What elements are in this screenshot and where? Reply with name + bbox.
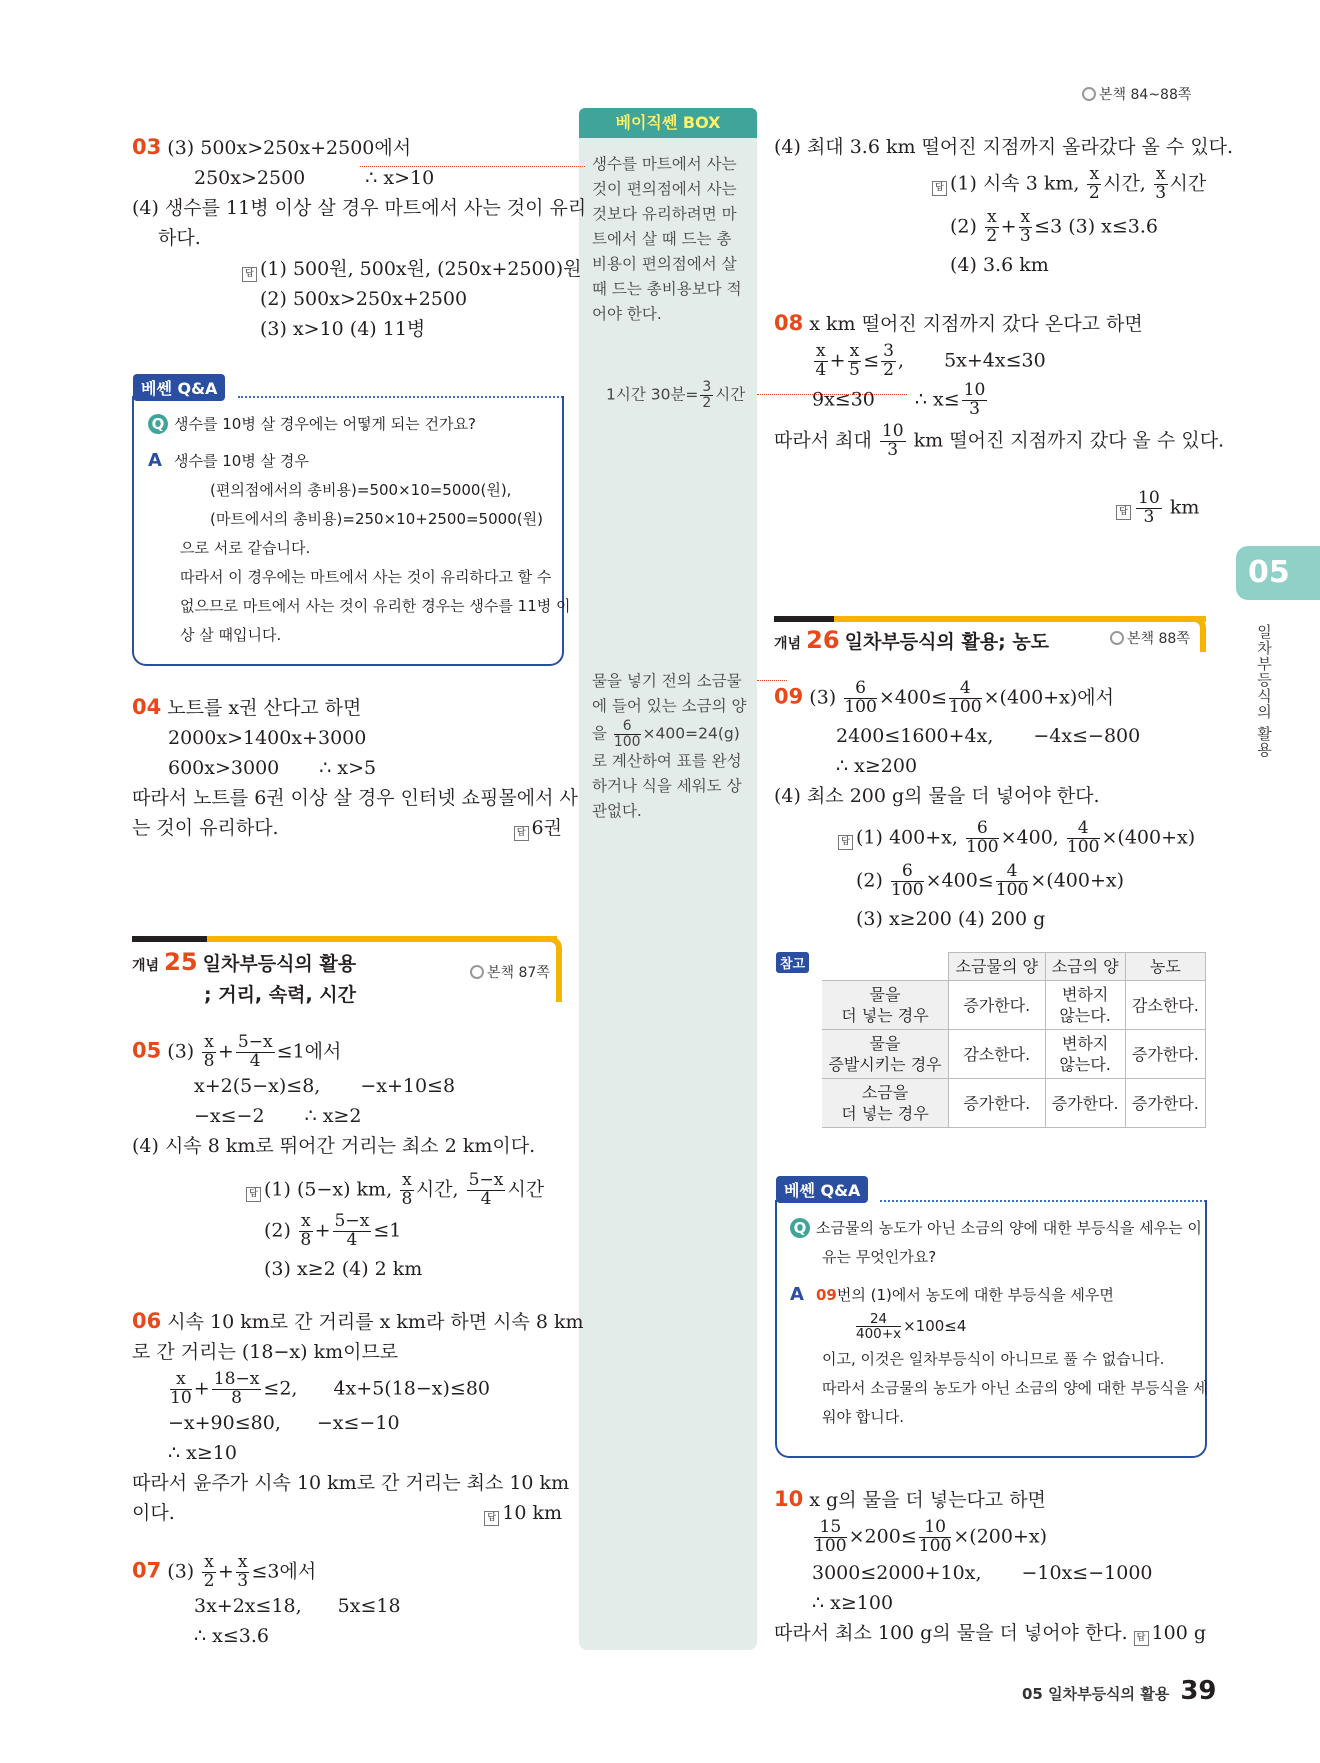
concept-25-corner: [548, 936, 562, 1002]
table-row: 물을 증발시키는 경우 감소한다. 변하지 않는다. 증가한다.: [822, 1030, 1206, 1079]
answer-icon: 답: [1134, 1631, 1149, 1646]
q-icon: Q: [148, 414, 168, 434]
problem-05: 05 (3) $\frac{x}{8}$ + $\frac{5-x}{4}$ ≤1에서 x+2(5−x)≤8, −x+10≤8 −x≤−2 ∴ x≥2 (4) 시속 8 km로 뛰어간 거리는 최소 2 km이다.: [132, 1032, 536, 1157]
problem-07-cont: (4) 최대 3.6 km 떨어진 지점까지 올라갔다 올 수 있다.: [774, 136, 1234, 158]
table-row: 소금을 더 넣는 경우 증가한다. 증가한다. 증가한다.: [822, 1079, 1206, 1128]
chapter-tab: 05: [1236, 546, 1320, 600]
answer-icon: 답: [932, 181, 947, 196]
concept-26-bar: [774, 616, 1206, 622]
qa-label-1: 베쎈 Q&A: [133, 374, 225, 401]
problem-10: 10 x g의 물을 더 넣는다고 하면 $\frac{15}{100}$ ×200≤ $\frac{10}{100}$ ×(200+x) 3000≤2000+10x, −10x≤−1000 ∴ x≥100 따라서 최소 100 g의 물을 더 넣어야 한다. 답 100 g: [774, 1487, 1206, 1644]
qa-question-2: Q 소금물의 농도가 아닌 소금의 양에 대한 부등식을 세우는 이 유는 무엇인가요?: [790, 1214, 1202, 1272]
answer-icon: 답: [246, 1187, 261, 1202]
problem-09: 09 (3) $\frac{6}{100}$ ×400≤ $\frac{4}{100}$ ×(400+x)에서 2400≤1600+4x, −4x≤−800 ∴ x≥200 (4) 최소 200 g의 물을 더 넣어야 한다.: [774, 678, 1141, 807]
problem-03: 03 (3) 500x>250x+2500에서 250x>2500 ∴ x>10 (4) 생수를 11병 이상 살 경우 마트에서 사는 것이 유리 하다.: [132, 135, 587, 249]
answer-icon: 답: [242, 267, 257, 282]
problem-07: 07 (3) $\frac{x}{2}$ + $\frac{x}{3}$ ≤3에서 3x+2x≤18, 5x≤18 ∴ x≤3.6: [132, 1552, 401, 1647]
table-header-row: 소금물의 양 소금의 양 농도: [822, 953, 1206, 981]
table-row: 물을 더 넣는 경우 증가한다. 변하지 않는다. 감소한다.: [822, 981, 1206, 1030]
concept-25-bar: [132, 936, 557, 942]
box-note-1: 생수를 마트에서 사는 것이 편의점에서 사는 것보다 유리하려면 마 트에서 살 때 드는 총 비용이 편의점에서 살 때 드는 총비용보다 적 어야 한다.: [592, 155, 742, 323]
qa-label-2: 베쎈 Q&A: [776, 1176, 868, 1203]
problem-06: 06 시속 10 km로 간 거리를 x km라 하면 시속 8 km 로 간 거리는 (18−x) km이므로 $\frac{x}{10}$ + $\frac{18-x}{8}$ ≤2, 4x+5(18−x)≤80 −x+90≤80, −x≤−10 ∴ x≥10 따라서 윤주가 시속 10 km로 간 거리는 최소 10 km 이다. 답 10 km: [132, 1309, 584, 1524]
reference-icon: [1082, 87, 1096, 101]
basic-box-title: 베이직쎈 BOX: [579, 108, 757, 138]
answer-05: 답 (1) (5−x) km, $\frac{x}{8}$ 시간, $\frac{5-x}{4}$ 시간 (2) $\frac{x}{8}$ + $\frac{5-x}{4}$ ≤1 (3) x≥2 (4) 2 km: [246, 1172, 544, 1284]
answer-icon: 답: [1116, 505, 1131, 520]
concentration-table: [822, 952, 1206, 1128]
problem-08: 08 x km 떨어진 지점까지 갔다 온다고 하면 $\frac{x}{4}$ + $\frac{x}{5}$ ≤ $\frac{3}{2}$ , 5x+4x≤30 9x≤30 ∴ x≤ $\frac{10}{3}$ 따라서 최대 $\frac{10}{3}$ km 떨어진 지점까지 갔다 올 수 있다.: [774, 311, 1225, 460]
qa-answer-2: A 09번의 (1)에서 농도에 대한 부등식을 세우면 $\frac{24}{400+x}$ ×100≤4 이고, 이것은 일차부등식이 아니므로 풀 수 없습니다. 따라서 소금물의 농도가 아닌 소금의 양에 대한 부등식을 세 워야 합니다.: [790, 1280, 1208, 1432]
answer-08: 답 $\frac{10}{3}$ km: [1116, 490, 1199, 527]
a-icon: A: [148, 450, 162, 471]
answer-icon: 답: [514, 826, 529, 841]
chapter-tab-title: 일차부등식의 활용: [1255, 624, 1273, 758]
footer: 05 일차부등식의 활용 39: [1022, 1676, 1217, 1706]
reference-label: 참고: [776, 952, 809, 973]
answer-09: 답 (1) 400+x, $\frac{6}{100}$ ×400, $\frac{4}{100}$ ×(400+x) (2) $\frac{6}{100}$ ×400≤ $\frac{4}{100}$ ×(400+x) (3) x≥200 (4) 200 g: [838, 820, 1195, 934]
concept-26-header: 개념 26 일차부등식의 활용; 농도: [774, 626, 1050, 654]
problem-04: 04 노트를 x권 산다고 하면 2000x>1400x+3000 600x>3000 ∴ x>5 따라서 노트를 6권 이상 살 경우 인터넷 쇼핑몰에서 사 는 것이 유리하다. 답 6권: [132, 695, 578, 839]
answer-03: 답 (1) 500원, 500x원, (250x+2500)원 (2) 500x>250x+2500 (3) x>10 (4) 11병: [242, 254, 582, 344]
concept-25-ref: 본책 87쪽: [470, 962, 550, 982]
reference-icon: [1110, 631, 1124, 645]
concept-26-ref: 본책 88쪽: [1110, 628, 1190, 648]
answer-07: 답 (1) 시속 3 km, $\frac{x}{2}$ 시간, $\frac{x}{3}$ 시간 (2) $\frac{x}{2}$ + $\frac{x}{3}$ ≤3 (3) x≤3.6 (4) 3.6 km: [932, 166, 1206, 280]
concept-26-corner: [1192, 616, 1206, 652]
basic-box-panel: [579, 110, 757, 1650]
q-icon: Q: [790, 1218, 810, 1238]
answer-icon: 답: [838, 835, 853, 850]
answer-icon: 답: [484, 1511, 499, 1526]
concept-25-header: 개념 25 일차부등식의 활용 ; 거리, 속력, 시간: [132, 948, 357, 1006]
box-note-3: 물을 넣기 전의 소금물 에 들어 있는 소금의 양 을 $\frac{6}{100}$ ×400=24(g) 로 계산하여 표를 완성 하거나 식을 세워도 상 관없다.: [592, 672, 747, 821]
qa-answer-1: A 생수를 10병 살 경우 (편의점에서의 총비용)=500×10=5000(원), (마트에서의 총비용)=250×10+2500=5000(원) 으로 서로 같습니다. 따라서 이 경우에는 마트에서 사는 것이 유리하다고 할 수 없으므로 마트에서 사는 것이 유리한 경우는 생수를 11병 이 상 살 때입니다.: [148, 446, 571, 650]
reference-icon: [470, 965, 484, 979]
box-note-2: 1시간 30분= $\frac{3}{2}$ 시간: [606, 379, 746, 411]
qa-question-1: Q 생수를 10병 살 경우에는 어떻게 되는 건가요?: [148, 410, 476, 439]
a-icon: A: [790, 1284, 804, 1305]
page-reference: 본책 84~88쪽: [1082, 84, 1191, 104]
